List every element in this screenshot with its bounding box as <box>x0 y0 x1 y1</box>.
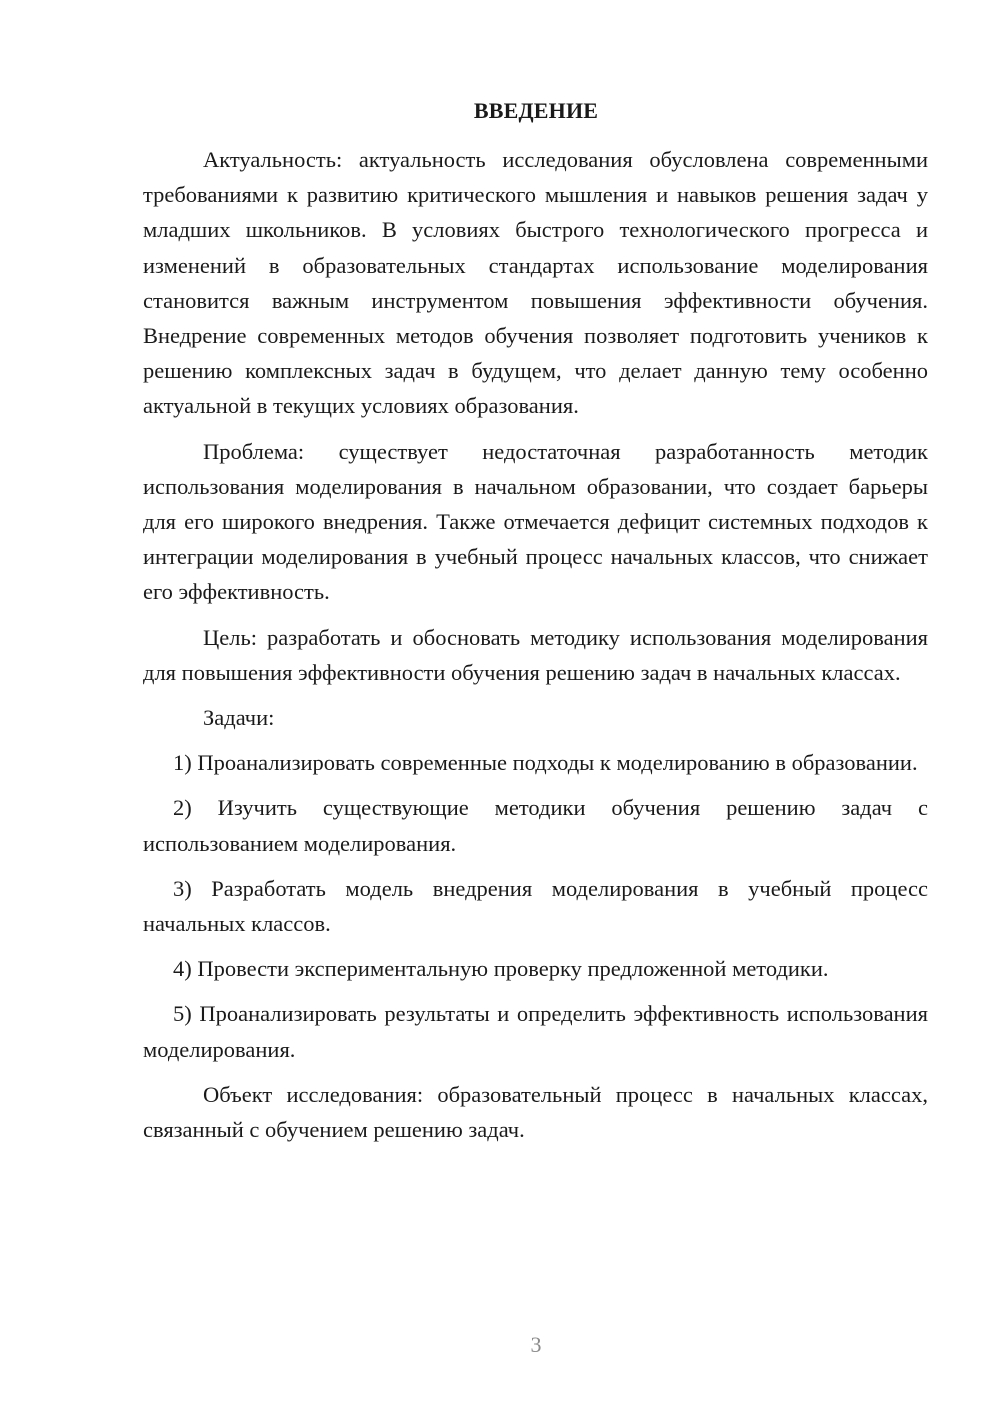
paragraph-object: Объект исследования: образовательный процесс в начальных классах, связанный с обучением решению задач. <box>143 1081 928 1143</box>
page-number: 3 <box>530 1332 542 1357</box>
task-item-5: 5) Проанализировать результаты и определить эффективность использования моделирования. <box>143 1001 928 1062</box>
page-title: ВВЕДЕНИЕ <box>473 98 599 123</box>
document-body <box>143 142 928 1147</box>
paragraph-problem: Проблема: существует недостаточная разработанность методик использования моделирования в начальном образовании, что создает барьеры для его широкого внедрения. Также отмечается дефицит системных подходов к интеграции моделирования в учебный процесс начальных классов, что снижает его эффективность. <box>143 438 928 605</box>
paragraph-goal: Цель: разработать и обосновать методику использования моделирования для повышения эффективности обучения решению задач в начальных классах. <box>143 624 928 685</box>
paragraph-relevance: Актуальность: актуальность исследования обусловлена современными требованиями к развитию критического мышления и навыков решения задач у младших школьников. В условиях быстрого технологического прогресса и изменений в образовательных стандартах использование моделирования становится важным инструментом повышения эффективности обучения. Внедрение современных методов обучения позволяет подготовить учеников к решению комплексных задач в будущем, что делает данную тему особенно актуальной в текущих условиях образования. <box>143 147 928 419</box>
task-item-2: 2) Изучить существующие методики обучения решению задач с использованием моделирования. <box>143 795 928 856</box>
tasks-heading: Задачи: <box>203 705 275 731</box>
task-item-3: 3) Разработать модель внедрения моделирования в учебный процесс начальных классов. <box>143 875 928 937</box>
task-item-4: 4) Провести экспериментальную проверку предложенной методики. <box>173 956 829 982</box>
task-item-1: 1) Проанализировать современные подходы к моделированию в образовании. <box>173 750 918 776</box>
